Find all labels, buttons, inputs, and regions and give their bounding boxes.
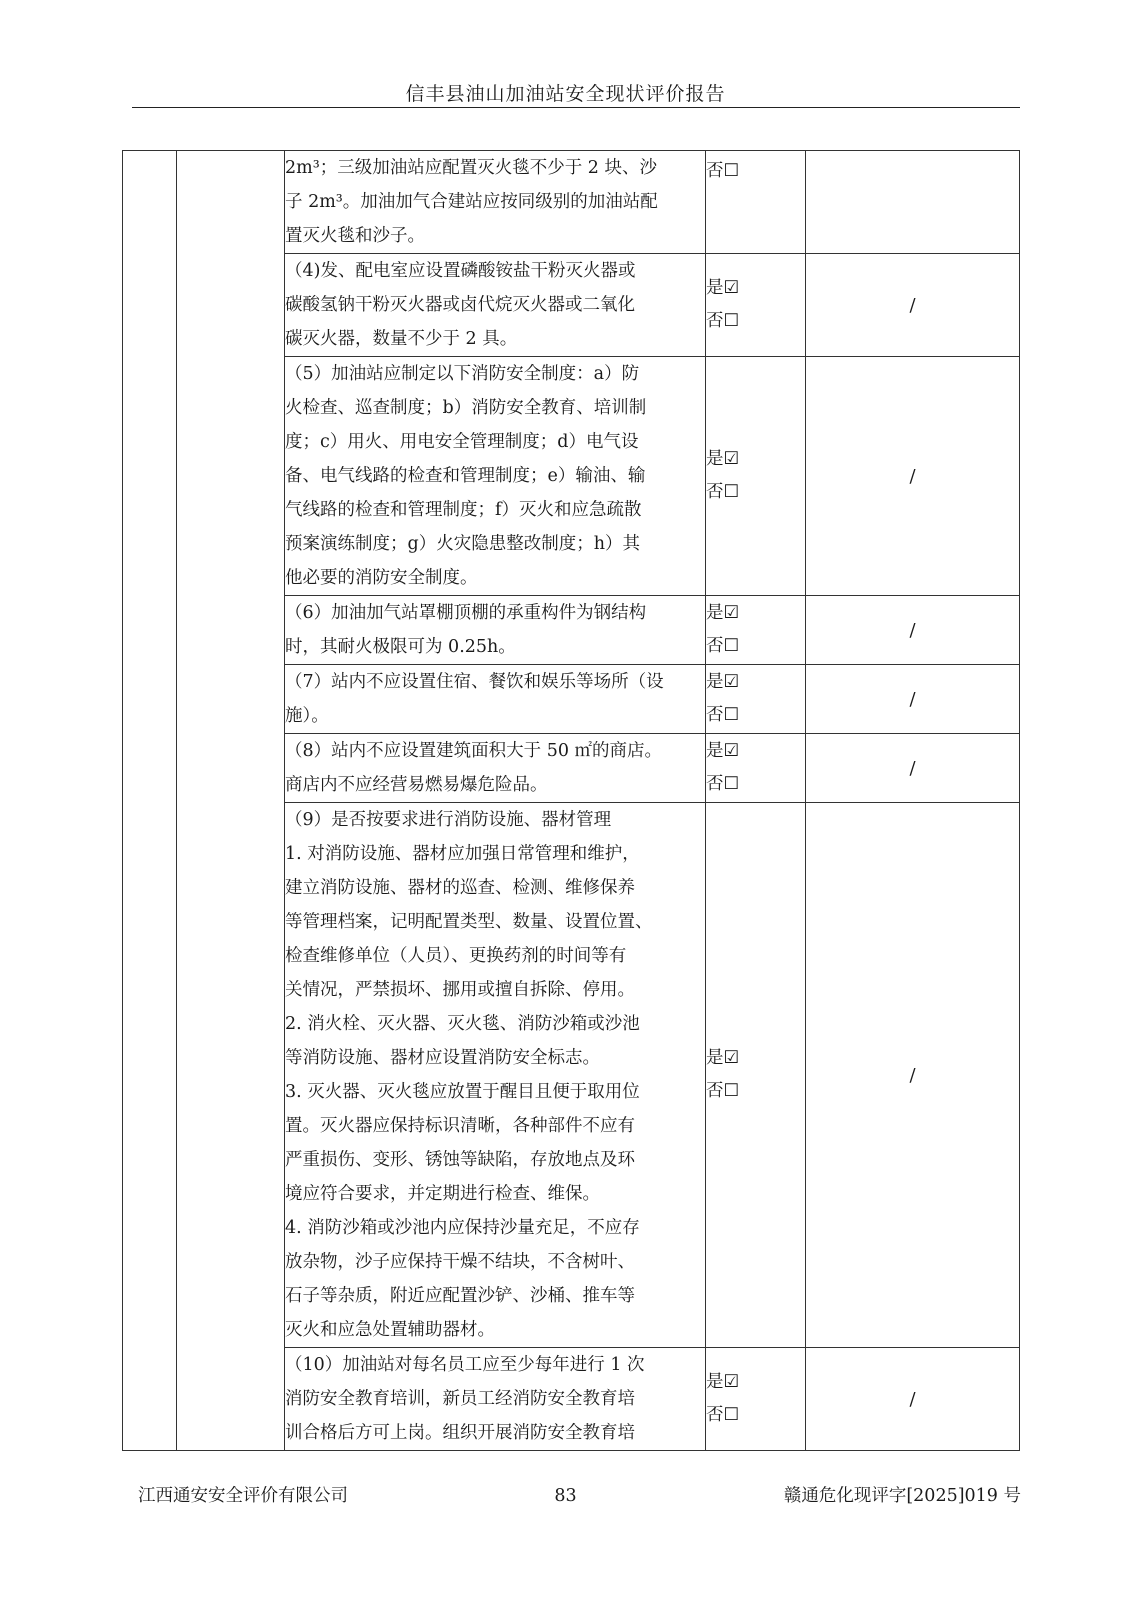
compliance-cell [706,357,806,596]
yes-checkbox[interactable]: 是☑ [706,449,740,469]
requirement-line: 境应符合要求，并定期进行检查、维保。 [285,1184,600,1204]
yes-checkbox[interactable]: 是☑ [706,603,740,623]
footer-page-number: 83 [554,1486,577,1506]
no-checkbox[interactable]: 否☐ [706,705,740,725]
requirement-line: 建立消防设施、器材的巡查、检测、维修保养 [285,878,635,898]
requirement-line: 子 2m³。加油加气合建站应按同级别的加油站配 [285,192,658,212]
requirement-cell [285,357,706,596]
page-header-title: 信丰县油山加油站安全现状评价报告 [405,83,726,105]
requirement-line: 度；c）用火、用电安全管理制度；d）电气设 [285,432,639,452]
requirement-line: 检查维修单位（人员）、更换药剂的时间等有 [285,946,627,966]
requirement-line: 火检查、巡查制度；b）消防安全教育、培训制 [285,398,647,418]
compliance-cell [706,665,806,734]
yes-checkbox[interactable]: 是☑ [706,672,740,692]
remark-cell: / [806,254,1020,357]
no-checkbox[interactable]: 否☐ [706,482,740,502]
requirement-line: 1. 对消防设施、器材应加强日常管理和维护， [285,844,640,864]
requirement-cell [285,803,706,1348]
compliance-cell [706,596,806,665]
requirement-line: 3. 灭火器、灭火毯应放置于醒目且便于取用位 [285,1082,640,1102]
requirement-line: （10）加油站对每名员工应至少每年进行 1 次 [285,1355,645,1375]
remark-cell: / [806,803,1020,1348]
yes-checkbox[interactable]: 是☑ [706,1048,740,1068]
requirement-line: 碳灭火器，数量不少于 2 具。 [285,329,518,349]
remark-cell: / [806,357,1020,596]
requirement-cell [285,734,706,803]
compliance-cell [706,734,806,803]
requirement-line: 施）。 [285,706,329,726]
remark-cell: / [806,665,1020,734]
requirement-line: 训合格后方可上岗。组织开展消防安全教育培 [285,1423,635,1443]
remark-cell: / [806,734,1020,803]
requirement-line: （7）站内不应设置住宿、餐饮和娱乐等场所（设 [285,672,664,692]
requirement-line: 石子等杂质，附近应配置沙铲、沙桶、推车等 [285,1286,635,1306]
requirement-line: 2m³；三级加油站应配置灭火毯不少于 2 块、沙 [285,158,658,178]
requirement-cell [285,254,706,357]
requirement-line: 灭火和应急处置辅助器材。 [285,1320,495,1340]
footer-doc-number: 赣通危化现评字[2025]019 号 [783,1486,1021,1506]
compliance-cell [706,151,806,254]
requirement-line: （8）站内不应设置建筑面积大于 50 ㎡的商店。 [285,741,663,761]
requirement-line: 4. 消防沙箱或沙池内应保持沙量充足，不应存 [285,1218,640,1238]
requirement-line: 消防安全教育培训，新员工经消防安全教育培 [285,1389,635,1409]
header-rule [132,107,1020,108]
requirement-line: （6）加油加气站罩棚顶棚的承重构件为钢结构 [285,603,647,623]
no-checkbox[interactable]: 否☐ [706,636,740,656]
requirement-line: （5）加油站应制定以下消防安全制度：a）防 [285,364,640,384]
compliance-cell [706,803,806,1348]
no-checkbox[interactable]: 否☐ [706,311,740,331]
requirement-line: 等消防设施、器材应设置消防安全标志。 [285,1048,600,1068]
compliance-cell [706,1348,806,1451]
requirement-line: 等管理档案，记明配置类型、数量、设置位置、 [285,912,653,932]
requirement-cell [285,596,706,665]
no-checkbox[interactable]: 否☐ [706,774,740,794]
checklist-table [122,150,1020,1451]
requirement-line: 碳酸氢钠干粉灭火器或卤代烷灭火器或二氧化 [285,295,635,315]
compliance-cell [706,254,806,357]
remark-cell [806,151,1020,254]
requirement-line: 商店内不应经营易燃易爆危险品。 [285,775,548,795]
requirement-line: 2. 消火栓、灭火器、灭火毯、消防沙箱或沙池 [285,1014,640,1034]
requirement-line: 严重损伤、变形、锈蚀等缺陷，存放地点及环 [285,1150,635,1170]
no-checkbox[interactable]: 否☐ [706,1081,740,1101]
requirement-line: （9）是否按要求进行消防设施、器材管理 [285,810,612,830]
requirement-line: 时，其耐火极限可为 0.25h。 [285,637,516,657]
yes-checkbox[interactable]: 是☑ [706,278,740,298]
yes-checkbox[interactable]: 是☑ [706,741,740,761]
requirement-line: 气线路的检查和管理制度；f）灭火和应急疏散 [285,500,642,520]
requirement-line: 他必要的消防安全制度。 [285,568,478,588]
requirement-line: 置灭火毯和沙子。 [285,226,425,246]
yes-checkbox[interactable]: 是☑ [706,1372,740,1392]
subcategory-cell [177,151,285,1451]
requirement-line: 备、电气线路的检查和管理制度；e）输油、输 [285,466,646,486]
requirement-line: 置。灭火器应保持标识清晰，各种部件不应有 [285,1116,635,1136]
no-checkbox[interactable]: 否☐ [706,161,740,181]
requirement-line: 关情况，严禁损坏、挪用或擅自拆除、停用。 [285,980,635,1000]
requirement-line: （4)发、配电室应设置磷酸铵盐干粉灭火器或 [285,261,636,281]
table-row [123,151,1020,254]
remark-cell: / [806,1348,1020,1451]
category-cell [123,151,177,1451]
footer-company: 江西通安安全评价有限公司 [138,1486,348,1506]
remark-cell: / [806,596,1020,665]
no-checkbox[interactable]: 否☐ [706,1405,740,1425]
requirement-cell [285,1348,706,1451]
requirement-line: 放杂物，沙子应保持干燥不结块，不含树叶、 [285,1252,635,1272]
requirement-cell [285,151,706,254]
requirement-cell [285,665,706,734]
requirement-line: 预案演练制度；g）火灾隐患整改制度；h）其 [285,534,640,554]
